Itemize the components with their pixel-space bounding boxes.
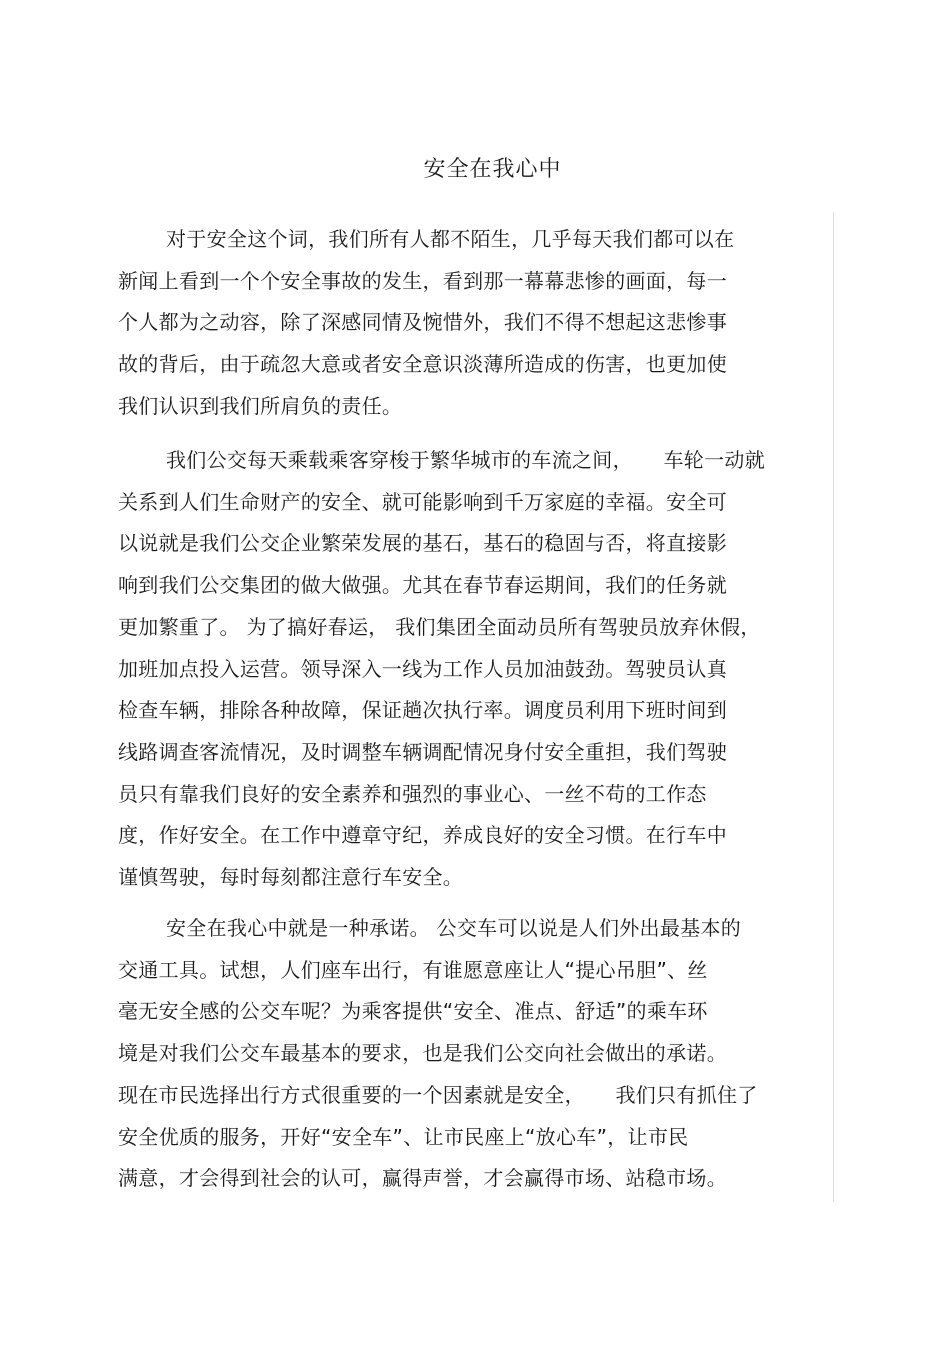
page-title: 安全在我心中 xyxy=(423,157,562,182)
paragraph-line: 我们认识到我们所肩负的责任。 xyxy=(118,393,403,418)
paragraph-line: 加班加点投入运营。领导深入一线为工作人员加油鼓劲。驾驶员认真 xyxy=(118,656,727,681)
paragraph-line: 交通工具。试想，人们座车出行，有谁愿意座让人“提心吊胆”、丝 xyxy=(118,957,708,982)
paragraph-line: 故的背后，由于疏忽大意或者安全意识淡薄所造成的伤害，也更加使 xyxy=(118,352,727,377)
paragraph-line: 境是对我们公交车最基本的要求，也是我们公交向社会做出的承诺。 xyxy=(118,1041,727,1066)
paragraph-line: 现在市民选择出行方式很重要的一个因素就是安全， 我们只有抓住了 xyxy=(118,1082,758,1107)
paragraph-2 xyxy=(118,440,838,899)
paragraph-line: 员只有靠我们良好的安全素养和强烈的事业心、一丝不苟的工作态 xyxy=(118,781,707,806)
paragraph-line: 响到我们公交集团的做大做强。尤其在春节春运期间，我们的任务就 xyxy=(118,573,727,598)
paragraph-line: 更加繁重了。 为了搞好春运， 我们集团全面动员所有驾驶员放弃休假， xyxy=(118,614,761,639)
paragraph-line: 以说就是我们公交企业繁荣发展的基石，基石的稳固与否，将直接影 xyxy=(118,531,727,556)
paragraph-1 xyxy=(118,219,838,428)
paragraph-line: 个人都为之动容，除了深感同情及惋惜外，我们不得不想起这悲惨事 xyxy=(118,310,727,335)
paragraph-line: 安全优质的服务，开好“安全车”、让市民座上“放心车”，让市民 xyxy=(118,1124,689,1149)
paragraph-3 xyxy=(118,908,838,1200)
paragraph-line: 线路调查客流情况，及时调整车辆调配情况身付安全重担，我们驾驶 xyxy=(118,739,727,764)
paragraph-line: 度，作好安全。在工作中遵章守纪，养成良好的安全习惯。在行车中 xyxy=(118,823,727,848)
paragraph-line: 谨慎驾驶，每时每刻都注意行车安全。 xyxy=(118,865,464,890)
paragraph-line: 安全在我心中就是一种承诺。 公交车可以说是人们外出最基本的 xyxy=(166,916,742,940)
paragraph-line: 检查车辆，排除各种故障，保证趟次执行率。调度员利用下班时间到 xyxy=(118,698,727,723)
paragraph-line: 新闻上看到一个个安全事故的发生，看到那一幕幕悲惨的画面，每一 xyxy=(118,268,727,293)
paragraph-line: 我们公交每天乘载乘客穿梭于繁华城市的车流之间， 车轮一动就 xyxy=(166,448,765,472)
paragraph-line: 毫无安全感的公交车呢？为乘客提供“安全、准点、舒适”的乘车环 xyxy=(118,999,708,1024)
paragraph-line: 关系到人们生命财产的安全、就可能影响到千万家庭的幸福。安全可 xyxy=(118,489,727,514)
paragraph-line: 对于安全这个词，我们所有人都不陌生，几乎每天我们都可以在 xyxy=(166,227,735,251)
paragraph-line: 满意，才会得到社会的认可，赢得声誉，才会赢得市场、站稳市场。 xyxy=(118,1166,727,1191)
